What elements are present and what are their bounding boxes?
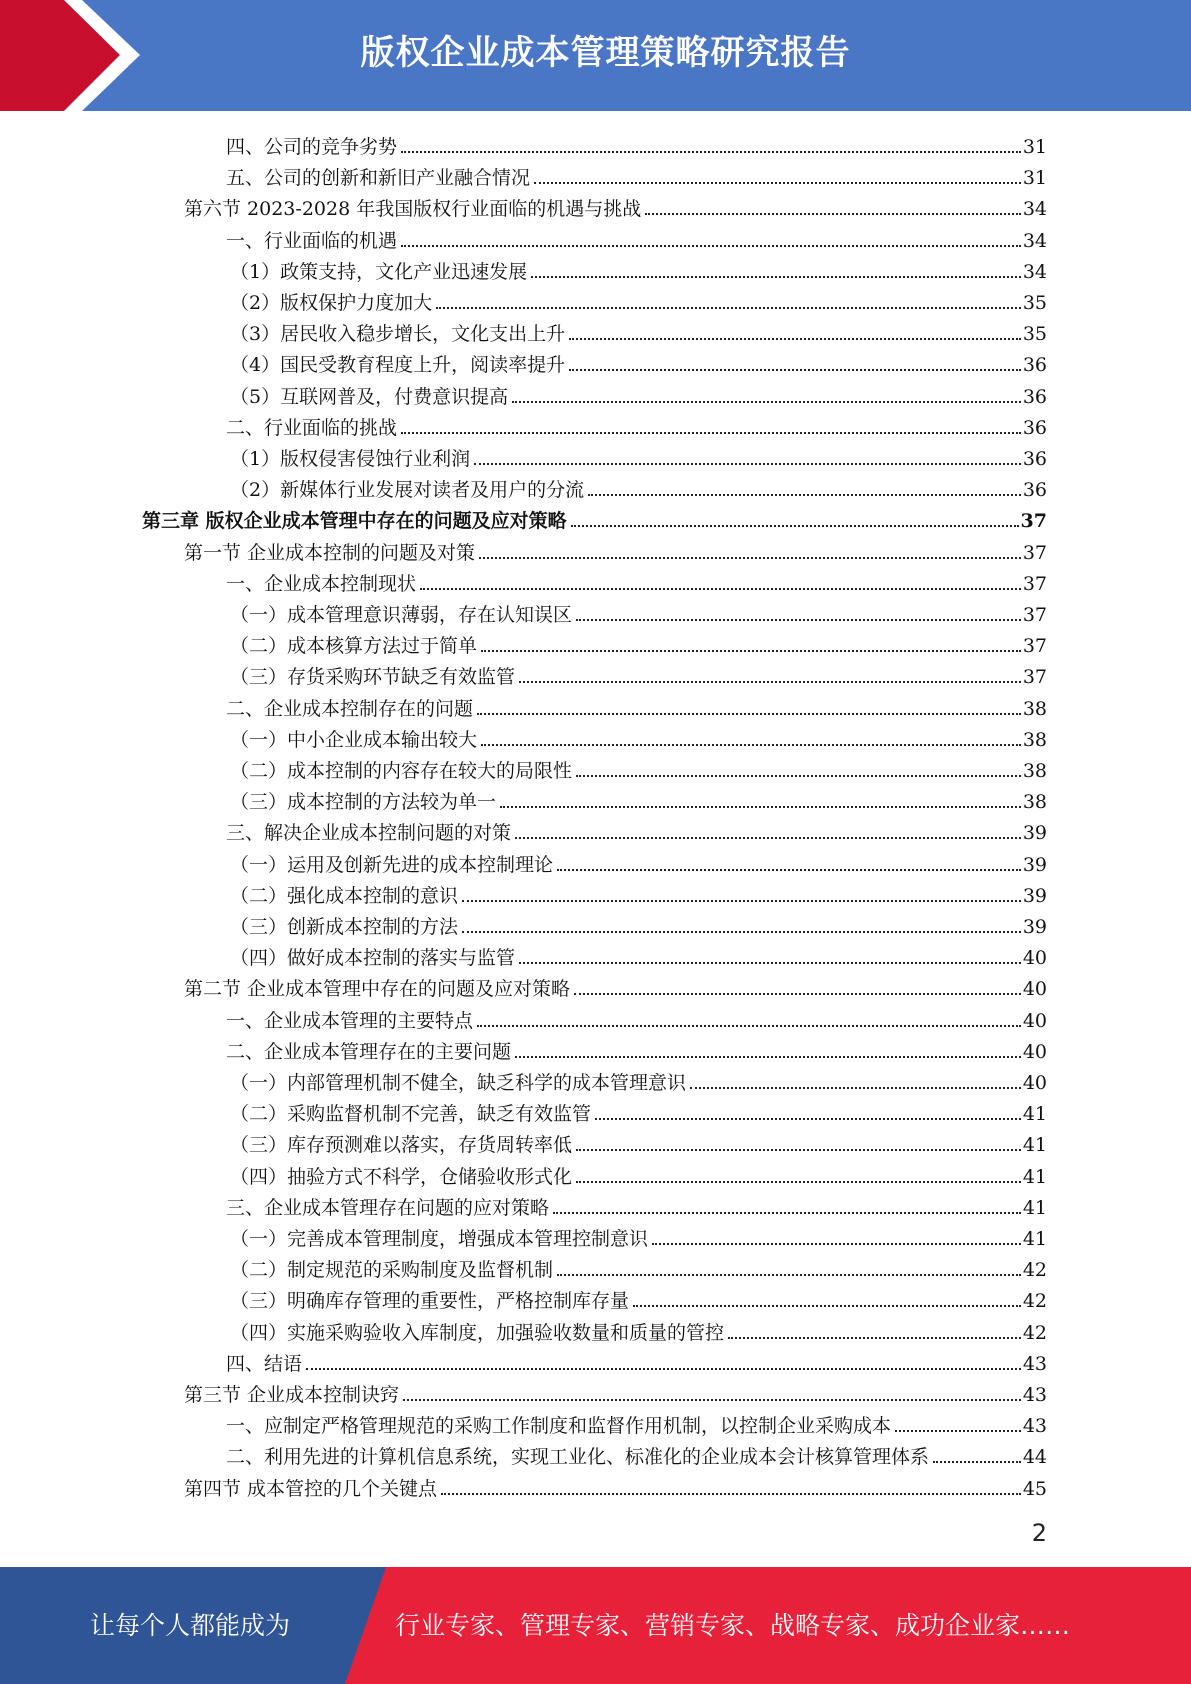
toc-entry-page: 36 bbox=[1022, 479, 1047, 502]
toc-entry-page: 35 bbox=[1022, 323, 1047, 346]
toc-entry-page: 39 bbox=[1022, 822, 1047, 845]
toc-entry[interactable] bbox=[230, 284, 1047, 315]
toc-entry-title: 五、公司的创新和新旧产业融合情况 bbox=[226, 167, 531, 190]
toc-dot-leader bbox=[401, 244, 1021, 247]
toc-dot-leader bbox=[645, 212, 1021, 215]
toc-entry[interactable] bbox=[230, 658, 1047, 689]
toc-entry[interactable] bbox=[230, 846, 1047, 877]
toc-entry[interactable] bbox=[230, 721, 1047, 752]
toc-entry-title: （4）国民受教育程度上升，阅读率提升 bbox=[230, 354, 566, 377]
toc-entry[interactable] bbox=[226, 409, 1047, 440]
toc-entry-title: 三、企业成本管理存在问题的应对策略 bbox=[226, 1196, 550, 1219]
toc-dot-leader bbox=[401, 150, 1021, 153]
toc-dot-leader bbox=[481, 649, 1021, 652]
toc-dot-leader bbox=[531, 275, 1021, 278]
toc-entry[interactable] bbox=[230, 253, 1047, 284]
toc-entry-title: （二）成本核算方法过于简单 bbox=[230, 635, 478, 658]
toc-entry-title: （一）中小企业成本输出较大 bbox=[230, 728, 478, 751]
toc-dot-leader bbox=[479, 556, 1021, 559]
toc-entry-page: 37 bbox=[1022, 666, 1047, 689]
toc-entry-page: 36 bbox=[1022, 385, 1047, 408]
toc-entry-title: 第四节 成本管控的几个关键点 bbox=[184, 1477, 438, 1500]
toc-entry[interactable] bbox=[226, 1189, 1047, 1220]
toc-entry[interactable] bbox=[230, 1158, 1047, 1189]
toc-dot-leader bbox=[728, 1336, 1021, 1339]
toc-entry-title: 第三节 企业成本控制诀窍 bbox=[184, 1384, 400, 1406]
toc-entry-title: （2）新媒体行业发展对读者及用户的分流 bbox=[230, 479, 585, 502]
toc-entry[interactable] bbox=[230, 1220, 1047, 1251]
toc-entry-title: （四）抽验方式不科学，仓储验收形式化 bbox=[230, 1165, 573, 1188]
toc-entry-page: 41 bbox=[1022, 1228, 1047, 1250]
toc-entry-title: （四）实施采购验收入库制度，加强验收数量和质量的管控 bbox=[230, 1321, 725, 1344]
toc-dot-leader bbox=[595, 1117, 1021, 1120]
toc-entry[interactable] bbox=[230, 1251, 1047, 1282]
toc-entry-page: 40 bbox=[1022, 947, 1047, 970]
toc-dot-leader bbox=[441, 1492, 1021, 1495]
toc-dot-leader bbox=[571, 524, 1019, 527]
toc-entry-page: 37 bbox=[1022, 604, 1047, 626]
toc-dot-leader bbox=[462, 899, 1021, 902]
toc-entry-page: 43 bbox=[1022, 1415, 1047, 1438]
toc-entry[interactable] bbox=[230, 783, 1047, 814]
toc-dot-leader bbox=[401, 431, 1021, 434]
toc-entry-page: 34 bbox=[1022, 229, 1047, 252]
toc-entry-title: 二、利用先进的计算机信息系统，实现工业化、标准化的企业成本会计核算管理体系 bbox=[226, 1446, 930, 1469]
toc-entry[interactable] bbox=[230, 378, 1047, 409]
toc-entry-title: （四）做好成本控制的落实与监管 bbox=[230, 947, 516, 970]
toc-entry-page: 34 bbox=[1022, 260, 1047, 283]
toc-dot-leader bbox=[576, 1180, 1021, 1183]
toc-dot-leader bbox=[519, 961, 1021, 964]
toc-dot-leader bbox=[534, 181, 1021, 184]
toc-dot-leader bbox=[569, 337, 1021, 340]
toc-entry-page: 40 bbox=[1022, 1009, 1047, 1032]
toc-dot-leader bbox=[436, 306, 1021, 309]
toc-entry-title: 二、企业成本管理存在的主要问题 bbox=[226, 1040, 512, 1063]
toc-entry-page: 44 bbox=[1022, 1446, 1047, 1469]
toc-entry-page: 42 bbox=[1022, 1259, 1047, 1282]
toc-entry-page: 40 bbox=[1022, 1072, 1047, 1094]
toc-entry[interactable] bbox=[230, 440, 1047, 471]
toc-entry-page: 31 bbox=[1022, 167, 1047, 190]
page-header bbox=[0, 0, 1191, 111]
toc-entry[interactable] bbox=[230, 596, 1047, 627]
toc-entry-title: 一、企业成本管理的主要特点 bbox=[226, 1009, 474, 1032]
toc-entry-title: 一、行业面临的机遇 bbox=[226, 229, 398, 252]
footer-slogan-left: 让每个人都能成为 bbox=[89, 1611, 290, 1640]
toc-entry-title: （1）政策支持，文化产业迅速发展 bbox=[230, 260, 528, 283]
toc-entry[interactable] bbox=[230, 752, 1047, 783]
toc-dot-leader bbox=[515, 836, 1021, 839]
toc-entry[interactable] bbox=[230, 346, 1047, 377]
toc-entry-title: （一）完善成本管理制度，增强成本管理控制意识 bbox=[230, 1228, 649, 1250]
toc-dot-leader bbox=[690, 1086, 1021, 1089]
toc-dot-leader bbox=[512, 400, 1021, 403]
toc-entry[interactable] bbox=[230, 315, 1047, 346]
toc-entry[interactable] bbox=[226, 1345, 1047, 1376]
page-footer bbox=[0, 1567, 1191, 1684]
toc-entry-page: 37 bbox=[1022, 572, 1047, 595]
toc-dot-leader bbox=[588, 493, 1021, 496]
toc-entry-page: 35 bbox=[1022, 292, 1047, 314]
toc-entry-page: 43 bbox=[1022, 1384, 1047, 1406]
toc-dot-leader bbox=[519, 680, 1021, 683]
toc-entry[interactable] bbox=[230, 939, 1047, 970]
toc-entry[interactable] bbox=[226, 159, 1047, 190]
toc-entry[interactable] bbox=[226, 1438, 1047, 1469]
toc-dot-leader bbox=[652, 1242, 1021, 1245]
toc-entry-page: 41 bbox=[1022, 1196, 1047, 1219]
toc-entry-title: （5）互联网普及，付费意识提高 bbox=[230, 385, 509, 408]
toc-entry[interactable] bbox=[142, 502, 1047, 533]
toc-dot-leader bbox=[553, 1211, 1021, 1214]
toc-entry-title: 第三章 版权企业成本管理中存在的问题及应对策略 bbox=[142, 510, 567, 533]
toc-entry-page: 37 bbox=[1022, 635, 1047, 658]
toc-entry-page: 39 bbox=[1022, 853, 1047, 876]
toc-dot-leader bbox=[500, 805, 1021, 808]
toc-entry-page: 39 bbox=[1022, 916, 1047, 938]
toc-entry-title: （二）制定规范的采购制度及监督机制 bbox=[230, 1259, 554, 1282]
toc-entry-page: 37 bbox=[1022, 541, 1047, 564]
toc-entry[interactable] bbox=[184, 534, 1047, 565]
toc-entry[interactable] bbox=[226, 690, 1047, 721]
toc-dot-leader bbox=[933, 1460, 1021, 1463]
toc-entry-page: 38 bbox=[1022, 697, 1047, 720]
toc-entry-title: （三）明确库存管理的重要性，严格控制库存量 bbox=[230, 1290, 630, 1313]
toc-entry-title: 二、企业成本控制存在的问题 bbox=[226, 697, 474, 720]
toc-entry[interactable] bbox=[230, 471, 1047, 502]
toc-entry[interactable] bbox=[226, 814, 1047, 845]
toc-entry-page: 38 bbox=[1022, 791, 1047, 814]
page-number: 2 bbox=[1031, 1519, 1047, 1547]
toc-entry-title: （2）版权保护力度加大 bbox=[230, 292, 433, 314]
toc-entry-title: 第六节 2023-2028 年我国版权行业面临的机遇与挑战 bbox=[184, 198, 642, 221]
toc-entry[interactable] bbox=[184, 1376, 1047, 1407]
report-title: 版权企业成本管理策略研究报告 bbox=[360, 33, 851, 73]
toc-entry-page: 43 bbox=[1022, 1352, 1047, 1375]
toc-entry-page: 36 bbox=[1022, 354, 1047, 377]
toc-dot-leader bbox=[895, 1429, 1021, 1432]
toc-entry-title: （1）版权侵害侵蚀行业利润 bbox=[230, 448, 471, 470]
toc-entry-title: 第一节 企业成本控制的问题及对策 bbox=[184, 541, 476, 564]
toc-entry-title: （3）居民收入稳步增长，文化支出上升 bbox=[230, 323, 566, 346]
toc-entry-title: （二）成本控制的内容存在较大的局限性 bbox=[230, 760, 573, 782]
toc-entry-title: 第二节 企业成本管理中存在的问题及应对策略 bbox=[184, 978, 571, 1001]
toc-entry[interactable] bbox=[230, 1314, 1047, 1345]
toc-entry[interactable] bbox=[230, 1095, 1047, 1126]
toc-entry-page: 41 bbox=[1022, 1103, 1047, 1126]
toc-entry-page: 34 bbox=[1022, 198, 1047, 221]
toc-entry[interactable] bbox=[230, 877, 1047, 908]
toc-dot-leader bbox=[557, 1273, 1021, 1276]
toc-entry-title: 三、解决企业成本控制问题的对策 bbox=[226, 822, 512, 845]
toc-entry[interactable] bbox=[184, 1470, 1047, 1501]
toc-entry[interactable] bbox=[226, 1002, 1047, 1033]
toc-dot-leader bbox=[481, 743, 1021, 746]
toc-entry[interactable] bbox=[230, 1126, 1047, 1157]
toc-entry-title: 一、应制定严格管理规范的采购工作制度和监督作用机制，以控制企业采购成本 bbox=[226, 1415, 892, 1438]
toc-dot-leader bbox=[633, 1304, 1021, 1307]
toc-dot-leader bbox=[569, 368, 1021, 371]
footer-slogan-right: 行业专家、管理专家、营销专家、战略专家、成功企业家…… bbox=[395, 1611, 1071, 1640]
toc-entry-title: （三）创新成本控制的方法 bbox=[230, 916, 459, 938]
toc-entry-page: 38 bbox=[1022, 760, 1047, 782]
toc-entry-title: （三）库存预测难以落实，存货周转率低 bbox=[230, 1134, 573, 1157]
toc-entry-page: 38 bbox=[1022, 728, 1047, 751]
toc-entry[interactable] bbox=[230, 908, 1047, 939]
toc-entry-page: 42 bbox=[1022, 1321, 1047, 1344]
toc-entry-title: （一）成本管理意识薄弱，存在认知误区 bbox=[230, 604, 573, 626]
toc-entry-title: （一）内部管理机制不健全，缺乏科学的成本管理意识 bbox=[230, 1072, 687, 1094]
toc-entry[interactable] bbox=[226, 128, 1047, 159]
toc-dot-leader bbox=[477, 712, 1021, 715]
toc-entry-page: 41 bbox=[1022, 1165, 1047, 1188]
toc-dot-leader bbox=[574, 992, 1021, 995]
toc-entry-title: 四、公司的竞争劣势 bbox=[226, 136, 398, 158]
toc-entry[interactable] bbox=[226, 565, 1047, 596]
toc-entry-title: （二）强化成本控制的意识 bbox=[230, 884, 459, 907]
toc-entry-page: 37 bbox=[1020, 510, 1047, 533]
toc-dot-leader bbox=[420, 587, 1021, 590]
toc-entry[interactable] bbox=[230, 1064, 1047, 1095]
toc-dot-leader bbox=[474, 462, 1021, 465]
toc-entry[interactable] bbox=[226, 222, 1047, 253]
toc-entry-title: （三）成本控制的方法较为单一 bbox=[230, 791, 497, 814]
toc-dot-leader bbox=[462, 930, 1021, 933]
toc-entry-page: 45 bbox=[1022, 1477, 1047, 1500]
toc-entry[interactable] bbox=[226, 1033, 1047, 1064]
toc-entry-title: 四、结语 bbox=[226, 1352, 303, 1375]
toc-dot-leader bbox=[576, 774, 1021, 777]
toc-entry-title: （二）采购监督机制不完善，缺乏有效监管 bbox=[230, 1103, 592, 1126]
toc-dot-leader bbox=[306, 1367, 1021, 1370]
toc-dot-leader bbox=[515, 1055, 1021, 1058]
toc-entry[interactable] bbox=[230, 1282, 1047, 1313]
toc-dot-leader bbox=[576, 618, 1021, 621]
toc-entry-title: 二、行业面临的挑战 bbox=[226, 416, 398, 439]
toc-entry[interactable] bbox=[184, 970, 1047, 1001]
toc-entry-page: 39 bbox=[1022, 884, 1047, 907]
toc-entry-page: 36 bbox=[1022, 416, 1047, 439]
toc-entry-page: 40 bbox=[1022, 978, 1047, 1001]
toc-dot-leader bbox=[403, 1398, 1021, 1401]
toc-entry-title: （三）存货采购环节缺乏有效监管 bbox=[230, 666, 516, 689]
toc-entry[interactable] bbox=[226, 1407, 1047, 1438]
toc-entry-page: 36 bbox=[1022, 448, 1047, 470]
toc-dot-leader bbox=[477, 1024, 1021, 1027]
toc-entry[interactable] bbox=[230, 627, 1047, 658]
toc-dot-leader bbox=[557, 868, 1021, 871]
toc-entry-page: 41 bbox=[1022, 1134, 1047, 1157]
toc-entry-page: 42 bbox=[1022, 1290, 1047, 1313]
toc-entry-page: 31 bbox=[1022, 136, 1047, 158]
toc-entry-title: 一、企业成本控制现状 bbox=[226, 572, 417, 595]
toc-entry-title: （一）运用及创新先进的成本控制理论 bbox=[230, 853, 554, 876]
toc-entry-page: 40 bbox=[1022, 1040, 1047, 1063]
toc-entry[interactable] bbox=[184, 190, 1047, 221]
toc-dot-leader bbox=[576, 1148, 1021, 1151]
